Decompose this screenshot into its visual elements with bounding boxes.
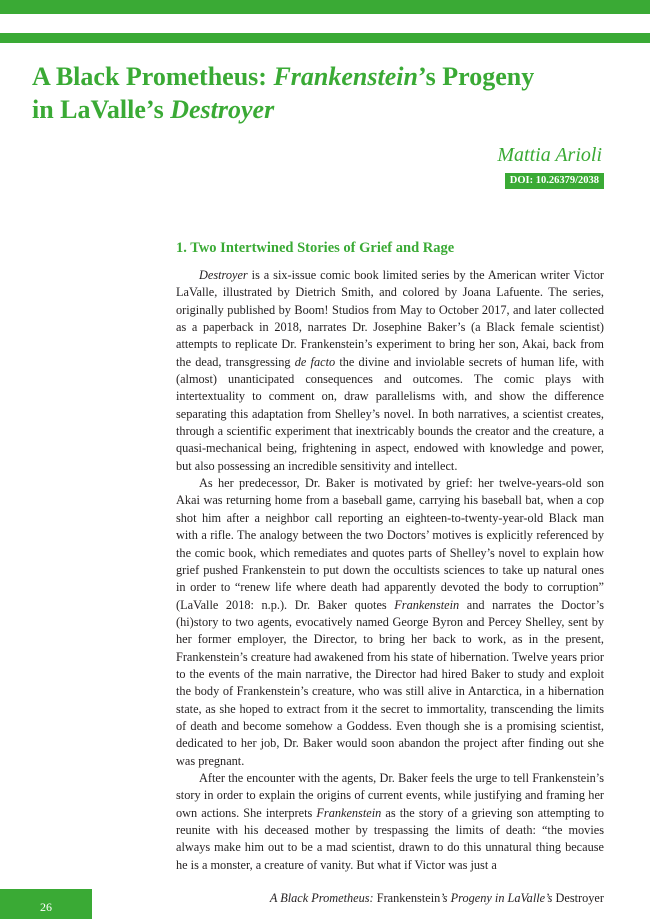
header-accent-bar bbox=[0, 33, 650, 43]
page-number-box bbox=[0, 889, 92, 919]
paragraph-2: As her predecessor, Dr. Baker is motivated by grief: her twelve-years-old son Akai was returning home from a baseball game, carrying his baseball bat, when a cop shot him after a neighbor call reporting an eighteen-to-twenty-year-old Black man with a rifle. The analogy between the two Doctors’ motives is explicitly referenced by the comic book, which remediates and quotes parts of Shelley’s novel to explain how grief pushed Frankenstein to put down the occultists sciences to take up natural ones in order to “renew life where death had apparently devoted the body to corruption” (LaValle 2018: n.p.). Dr. Baker quotes Frankenstein and narrates the Doctor’s (hi)story to two agents, evocatively named George Byron and Percey Shelley, sent by her former employer, the Director, to bring her back to work, as in the present, Frankenstein’s creature had awakened from his state of hibernation. Twelve years prior to the events of the main narrative, the Director had hired Baker to study and exploit the body of Frankenstein’s creature, who was still alive in Antarctica, in a hibernation state, as she hoped to extract from it the secret to immortality, transcending the limits of death and become somehow a Goddess. Even though she is a promising scientist, dedicated to her job, Dr. Baker would soon abandon the project after finding out she was pregnant. bbox=[176, 476, 604, 768]
body-text bbox=[176, 267, 604, 874]
section-heading: 1. Two Intertwined Stories of Grief and Rage bbox=[176, 240, 455, 256]
doi-badge: DOI: 10.26379/2038 bbox=[505, 173, 604, 189]
running-title: A Black Prometheus: Frankenstein’s Progeny in LaValle’s Destroyer bbox=[269, 891, 604, 905]
paragraph-1: Destroyer is a six-issue comic book limited series by the American writer Victor LaValle, illustrated by Dietrich Smith, and colored by Joana Lafuente. The series, originally published by Boom! Studios from May to October 2017, and later collected as a paperback in 2018, narrates Dr. Josephine Baker’s (a Black female scientist) attempts to replicate Dr. Frankenstein’s experiment to bring her son, Akai, back from the dead, transgressing de facto the divine and inviolable secrets of human life, with (almost) unanticipated consequences and outcomes. The comic plays with intertextuality to comment on, draw parallelisms with, and show the difference separating this adaptation from Shelley’s novel. In both narratives, a scientist creates, through a scientific experiment that inextricably bounds the creator and the creature, a quasi-mechanical being, frightening in aspect, endowed with knowledge and power, but also possessing an incredible sensitivity and intellect. bbox=[176, 268, 604, 473]
paragraph-3: After the encounter with the agents, Dr. Baker feels the urge to tell Frankenstein’s story in order to explain the origins of current events, while justifying and framing her own actions. She interprets Frankenstein as the story of a grieving son attempting to reunite with his deceased mother by trespassing the limits of death: “the movies always make him out to be a mad scientist, drawn to do this unnatural thing because he is a monster, a creature of vanity. But what if Victor was just a bbox=[176, 770, 604, 872]
page-number: 26 bbox=[40, 900, 52, 914]
article-title: A Black Prometheus: Frankenstein’s Progeny in LaValle’s Destroyer bbox=[32, 62, 535, 124]
author-name: Mattia Arioli bbox=[497, 144, 602, 166]
top-accent-bar bbox=[0, 0, 650, 14]
